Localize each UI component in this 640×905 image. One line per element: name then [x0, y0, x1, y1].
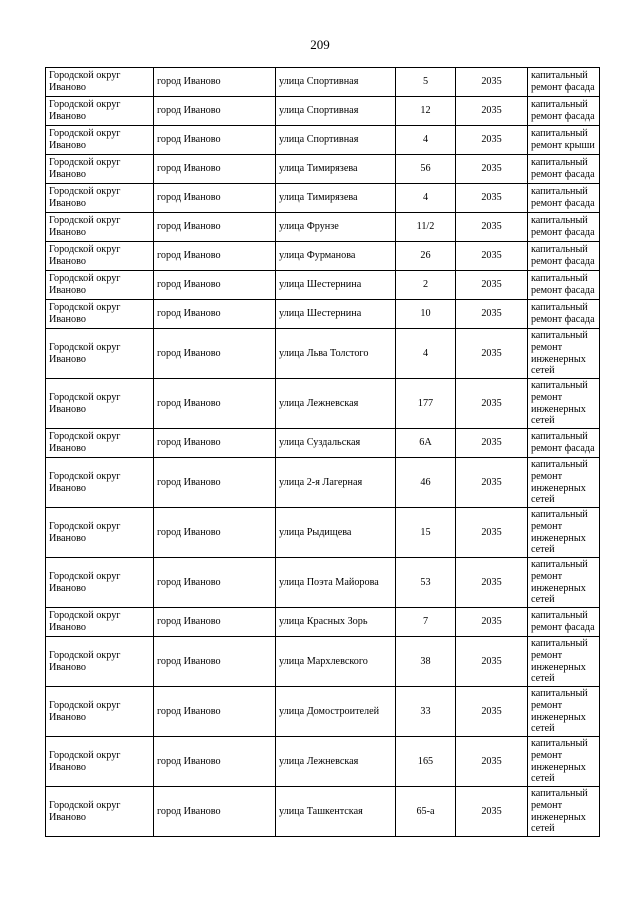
- city-cell: город Иваново: [154, 155, 276, 184]
- house-number-cell: 6А: [396, 429, 456, 458]
- okrug-cell: Городской округ Иваново: [46, 213, 154, 242]
- house-number-cell: 26: [396, 242, 456, 271]
- okrug-cell: Городской округ Иваново: [46, 126, 154, 155]
- house-number-cell: 5: [396, 68, 456, 97]
- year-cell: 2035: [456, 213, 528, 242]
- year-cell: 2035: [456, 271, 528, 300]
- okrug-cell: Городской округ Иваново: [46, 329, 154, 379]
- work-type-cell: капитальный ремонт фасада: [528, 271, 600, 300]
- work-type-cell: капитальный ремонт инженерных сетей: [528, 458, 600, 508]
- work-type-cell: капитальный ремонт фасада: [528, 213, 600, 242]
- city-cell: город Иваново: [154, 558, 276, 608]
- okrug-cell: Городской округ Иваново: [46, 737, 154, 787]
- table-row: [46, 458, 600, 508]
- repair-schedule-table: [45, 67, 600, 837]
- work-type-cell: капитальный ремонт фасада: [528, 184, 600, 213]
- okrug-cell: Городской округ Иваново: [46, 787, 154, 837]
- work-type-cell: капитальный ремонт фасада: [528, 608, 600, 637]
- okrug-cell: Городской округ Иваново: [46, 271, 154, 300]
- street-cell: улица Льва Толстого: [276, 329, 396, 379]
- year-cell: 2035: [456, 687, 528, 737]
- okrug-cell: Городской округ Иваново: [46, 184, 154, 213]
- table-row: [46, 637, 600, 687]
- house-number-cell: 56: [396, 155, 456, 184]
- year-cell: 2035: [456, 184, 528, 213]
- year-cell: 2035: [456, 329, 528, 379]
- city-cell: город Иваново: [154, 97, 276, 126]
- work-type-cell: капитальный ремонт крыши: [528, 126, 600, 155]
- street-cell: улица Тимирязева: [276, 184, 396, 213]
- okrug-cell: Городской округ Иваново: [46, 508, 154, 558]
- house-number-cell: 12: [396, 97, 456, 126]
- street-cell: улица Фрунзе: [276, 213, 396, 242]
- street-cell: улица 2-я Лагерная: [276, 458, 396, 508]
- work-type-cell: капитальный ремонт инженерных сетей: [528, 508, 600, 558]
- okrug-cell: Городской округ Иваново: [46, 300, 154, 329]
- city-cell: город Иваново: [154, 68, 276, 97]
- okrug-cell: Городской округ Иваново: [46, 608, 154, 637]
- house-number-cell: 11/2: [396, 213, 456, 242]
- street-cell: улица Шестернина: [276, 271, 396, 300]
- house-number-cell: 4: [396, 329, 456, 379]
- house-number-cell: 33: [396, 687, 456, 737]
- okrug-cell: Городской округ Иваново: [46, 637, 154, 687]
- work-type-cell: капитальный ремонт фасада: [528, 242, 600, 271]
- table-row: [46, 687, 600, 737]
- work-type-cell: капитальный ремонт инженерных сетей: [528, 637, 600, 687]
- house-number-cell: 165: [396, 737, 456, 787]
- city-cell: город Иваново: [154, 508, 276, 558]
- street-cell: улица Ташкентская: [276, 787, 396, 837]
- house-number-cell: 10: [396, 300, 456, 329]
- house-number-cell: 53: [396, 558, 456, 608]
- house-number-cell: 4: [396, 184, 456, 213]
- table-row: [46, 213, 600, 242]
- table-row: [46, 126, 600, 155]
- work-type-cell: капитальный ремонт инженерных сетей: [528, 329, 600, 379]
- okrug-cell: Городской округ Иваново: [46, 242, 154, 271]
- table-row: [46, 558, 600, 608]
- street-cell: улица Спортивная: [276, 68, 396, 97]
- table-row: [46, 787, 600, 837]
- street-cell: улица Домостроителей: [276, 687, 396, 737]
- work-type-cell: капитальный ремонт инженерных сетей: [528, 687, 600, 737]
- city-cell: город Иваново: [154, 271, 276, 300]
- table-row: [46, 97, 600, 126]
- year-cell: 2035: [456, 558, 528, 608]
- city-cell: город Иваново: [154, 458, 276, 508]
- city-cell: город Иваново: [154, 184, 276, 213]
- okrug-cell: Городской округ Иваново: [46, 155, 154, 184]
- house-number-cell: 46: [396, 458, 456, 508]
- okrug-cell: Городской округ Иваново: [46, 97, 154, 126]
- city-cell: город Иваново: [154, 787, 276, 837]
- table-row: [46, 737, 600, 787]
- year-cell: 2035: [456, 508, 528, 558]
- house-number-cell: 4: [396, 126, 456, 155]
- work-type-cell: капитальный ремонт инженерных сетей: [528, 379, 600, 429]
- okrug-cell: Городской округ Иваново: [46, 68, 154, 97]
- street-cell: улица Красных Зорь: [276, 608, 396, 637]
- table-row: [46, 155, 600, 184]
- city-cell: город Иваново: [154, 637, 276, 687]
- street-cell: улица Суздальская: [276, 429, 396, 458]
- city-cell: город Иваново: [154, 213, 276, 242]
- okrug-cell: Городской округ Иваново: [46, 558, 154, 608]
- city-cell: город Иваново: [154, 242, 276, 271]
- work-type-cell: капитальный ремонт инженерных сетей: [528, 737, 600, 787]
- year-cell: 2035: [456, 637, 528, 687]
- work-type-cell: капитальный ремонт инженерных сетей: [528, 787, 600, 837]
- house-number-cell: 65-а: [396, 787, 456, 837]
- work-type-cell: капитальный ремонт фасада: [528, 68, 600, 97]
- okrug-cell: Городской округ Иваново: [46, 379, 154, 429]
- year-cell: 2035: [456, 300, 528, 329]
- work-type-cell: капитальный ремонт инженерных сетей: [528, 558, 600, 608]
- street-cell: улица Поэта Майорова: [276, 558, 396, 608]
- house-number-cell: 2: [396, 271, 456, 300]
- table-row: [46, 271, 600, 300]
- street-cell: улица Спортивная: [276, 126, 396, 155]
- year-cell: 2035: [456, 155, 528, 184]
- street-cell: улица Шестернина: [276, 300, 396, 329]
- city-cell: город Иваново: [154, 300, 276, 329]
- house-number-cell: 15: [396, 508, 456, 558]
- city-cell: город Иваново: [154, 126, 276, 155]
- work-type-cell: капитальный ремонт фасада: [528, 429, 600, 458]
- table-row: [46, 68, 600, 97]
- year-cell: 2035: [456, 458, 528, 508]
- house-number-cell: 7: [396, 608, 456, 637]
- table-row: [46, 184, 600, 213]
- table-row: [46, 508, 600, 558]
- year-cell: 2035: [456, 379, 528, 429]
- table-row: [46, 242, 600, 271]
- work-type-cell: капитальный ремонт фасада: [528, 155, 600, 184]
- work-type-cell: капитальный ремонт фасада: [528, 300, 600, 329]
- year-cell: 2035: [456, 97, 528, 126]
- street-cell: улица Спортивная: [276, 97, 396, 126]
- street-cell: улица Рыдищева: [276, 508, 396, 558]
- okrug-cell: Городской округ Иваново: [46, 687, 154, 737]
- house-number-cell: 177: [396, 379, 456, 429]
- year-cell: 2035: [456, 242, 528, 271]
- year-cell: 2035: [456, 68, 528, 97]
- street-cell: улица Фурманова: [276, 242, 396, 271]
- street-cell: улица Лежневская: [276, 379, 396, 429]
- city-cell: город Иваново: [154, 737, 276, 787]
- table-row: [46, 300, 600, 329]
- year-cell: 2035: [456, 429, 528, 458]
- city-cell: город Иваново: [154, 429, 276, 458]
- year-cell: 2035: [456, 787, 528, 837]
- okrug-cell: Городской округ Иваново: [46, 429, 154, 458]
- year-cell: 2035: [456, 737, 528, 787]
- city-cell: город Иваново: [154, 379, 276, 429]
- house-number-cell: 38: [396, 637, 456, 687]
- city-cell: город Иваново: [154, 608, 276, 637]
- city-cell: город Иваново: [154, 687, 276, 737]
- work-type-cell: капитальный ремонт фасада: [528, 97, 600, 126]
- table-row: [46, 329, 600, 379]
- okrug-cell: Городской округ Иваново: [46, 458, 154, 508]
- year-cell: 2035: [456, 608, 528, 637]
- table-row: [46, 608, 600, 637]
- street-cell: улица Лежневская: [276, 737, 396, 787]
- year-cell: 2035: [456, 126, 528, 155]
- table-row: [46, 379, 600, 429]
- city-cell: город Иваново: [154, 329, 276, 379]
- table-row: [46, 429, 600, 458]
- table-body: [46, 68, 600, 837]
- street-cell: улица Тимирязева: [276, 155, 396, 184]
- street-cell: улица Мархлевского: [276, 637, 396, 687]
- page-number: 209: [310, 37, 330, 52]
